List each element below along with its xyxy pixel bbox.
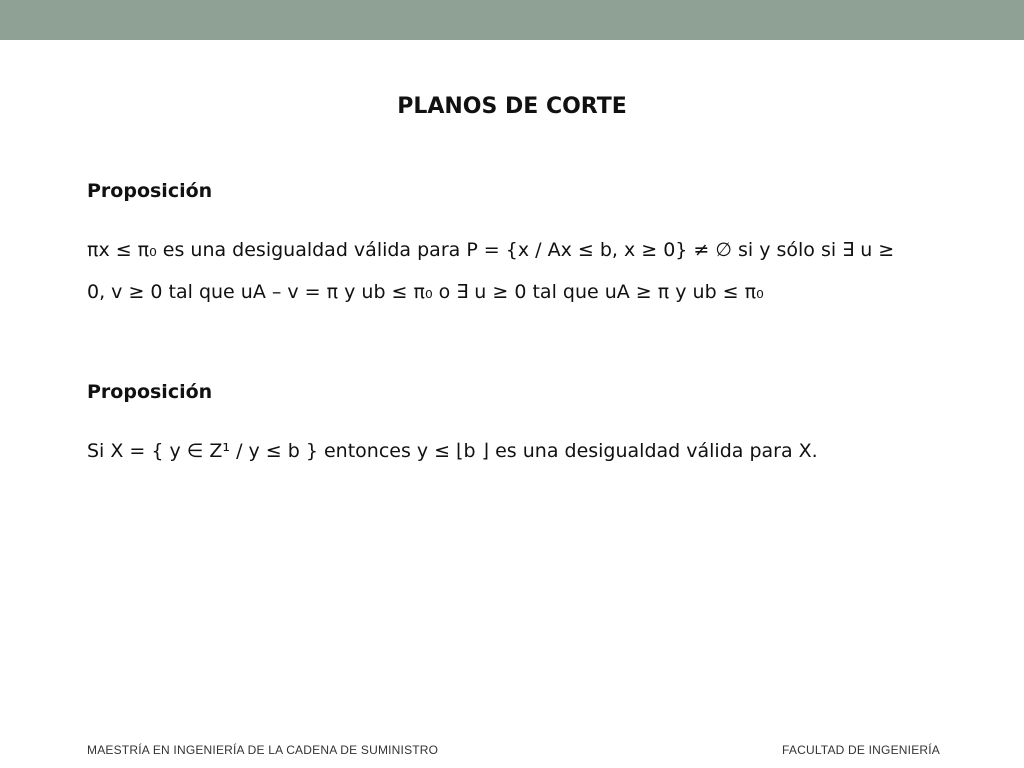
- proposition-1-line-1: πx ≤ π₀ es una desigualdad válida para P = {x / Ax ≤ b, x ≥ 0} ≠ ∅ si y sólo si ∃ u ≥: [87, 239, 895, 261]
- footer-program: MAESTRÍA EN INGENIERÍA DE LA CADENA DE SUMINISTRO: [87, 743, 439, 757]
- slide-title: PLANOS DE CORTE: [397, 94, 627, 119]
- proposition-heading-1: Proposición: [87, 180, 213, 202]
- proposition-2-line-1: Si X = { y ∈ Z¹ / y ≤ b } entonces y ≤ ⌊b ⌋ es una desigualdad válida para X.: [87, 440, 818, 462]
- header-bar: [0, 0, 1024, 40]
- proposition-1-line-2: 0, v ≥ 0 tal que uA – v = π y ub ≤ π₀ o ∃ u ≥ 0 tal que uA ≥ π y ub ≤ π₀: [87, 281, 764, 303]
- proposition-heading-2: Proposición: [87, 381, 213, 403]
- footer-faculty: FACULTAD DE INGENIERÍA: [782, 743, 940, 757]
